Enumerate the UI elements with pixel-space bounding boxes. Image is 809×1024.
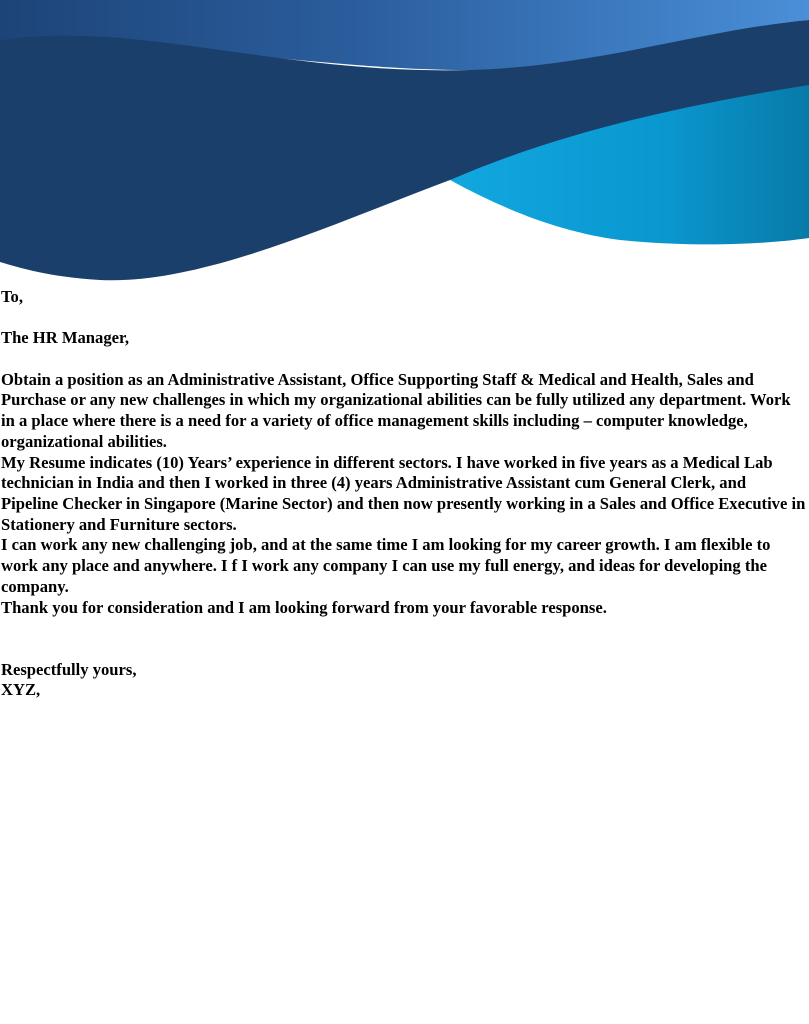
letter-paragraph: I can work any new challenging job, and at the same time I am looking for my career growth. I am flexible to work any place and anywhere. I f I work any company I can use my full energy, and ideas for developing the company. (1, 535, 771, 596)
recipient-line: The HR Manager, (1, 328, 129, 348)
spacer (1, 308, 807, 329)
spacer (1, 349, 807, 370)
closing-line: Respectfully yours, (1, 659, 137, 679)
to-line: To, (1, 287, 23, 306)
cover-letter (1, 287, 807, 701)
letter-paragraph: Obtain a position as an Administrative Assistant, Office Supporting Staff & Medical and Health, Sales and Purchase or any new challenges in which my organizational abilities can be fully utilized any department. Work in a place where there is a need for a variety of office management skills including – computer knowledge, organizational abilities. (1, 369, 791, 451)
spacer (1, 618, 807, 659)
header-wave-banner (0, 0, 809, 285)
letter-paragraph: Thank you for consideration and I am looking forward from your favorable response. (1, 597, 607, 617)
signature-name: XYZ, (1, 680, 41, 700)
letter-paragraph: My Resume indicates (10) Years’ experience in different sectors. I have worked in five years as a Medical Lab technician in India and then I worked in three (4) years Administrative Assistant cum General Clerk, and Pipeline Checker in Singapore (Marine Sector) and then now presently working in a Sales and Office Executive in Stationery and Furniture sectors. (1, 452, 806, 534)
